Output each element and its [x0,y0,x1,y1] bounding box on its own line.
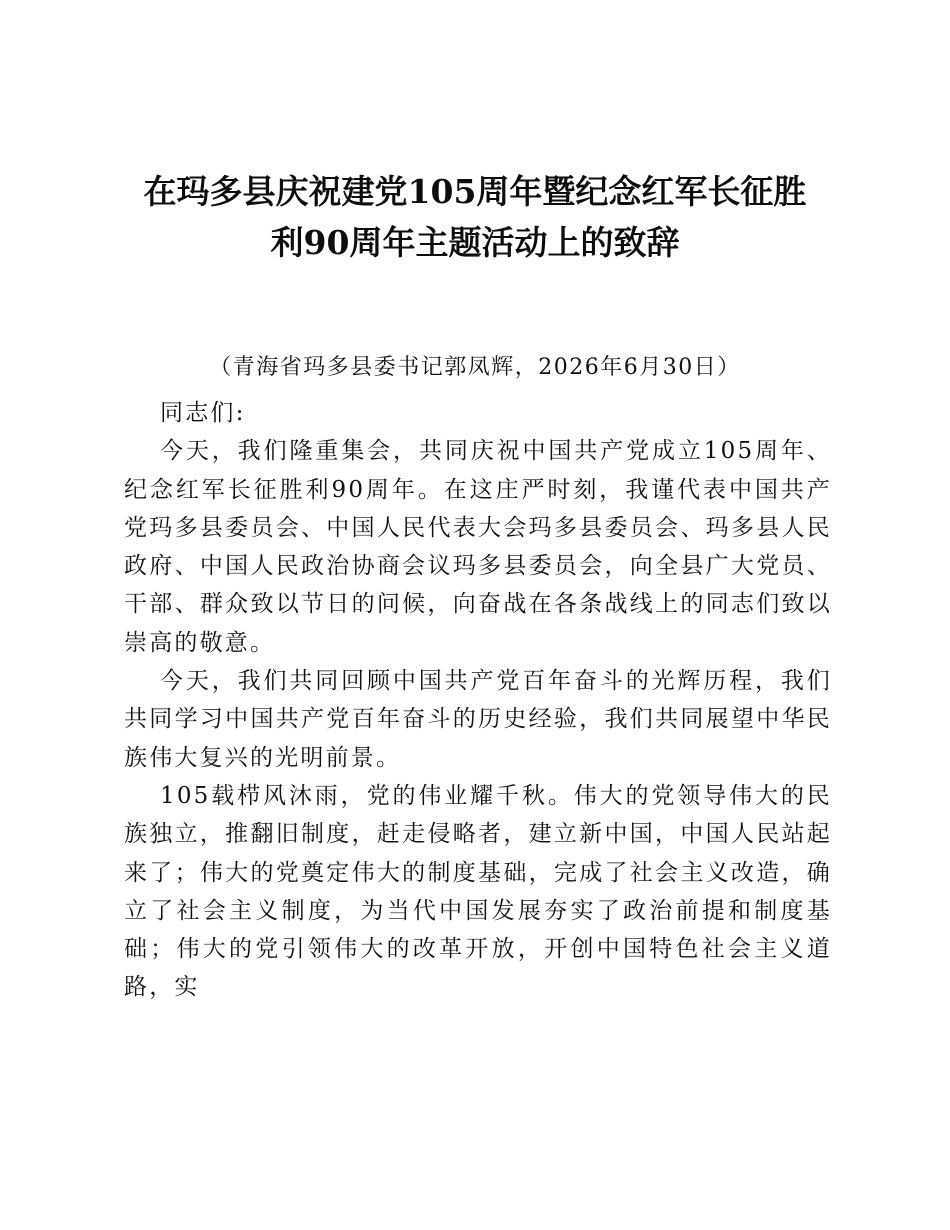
paragraph-1: 今天，我们隆重集会，共同庆祝中国共产党成立105周年、纪念红军长征胜利90周年。在这庄严时刻，我谨代表中国共产党玛多县委员会、中国人民代表大会玛多县委员会、玛多县人民政府、中国人民政治协商会议玛多县委员会，向全县广大党员、干部、群众致以节日的问候，向奋战在各条战线上的同志们致以崇高的敬意。 [124,438,832,656]
salutation: 同志们: [160,400,246,426]
document-body [124,394,832,1007]
title-line-1: 在玛多县庆祝建党105周年暨纪念红军长征胜 [143,172,807,211]
paragraph-3: 105载栉风沐雨，党的伟业耀千秋。伟大的党领导伟大的民族独立，推翻旧制度，赶走侵略者，建立新中国，中国人民站起来了；伟大的党奠定伟大的制度基础，完成了社会主义改造，确立了社会主义制度，为当代中国发展夯实了政治前提和制度基础；伟大的党引领伟大的改革开放，开创中国特色社会主义道路，实 [124,782,832,1001]
title-line-2: 利90周年主题活动上的致辞 [270,223,680,262]
author-byline: （青海省玛多县委书记郭凤辉，2026年6月30日） [209,355,741,380]
document-title [120,166,830,268]
paragraph-2: 今天，我们共同回顾中国共产党百年奋斗的光辉历程，我们共同学习中国共产党百年奋斗的历史经验，我们共同展望中华民族伟大复兴的光明前景。 [124,668,832,771]
